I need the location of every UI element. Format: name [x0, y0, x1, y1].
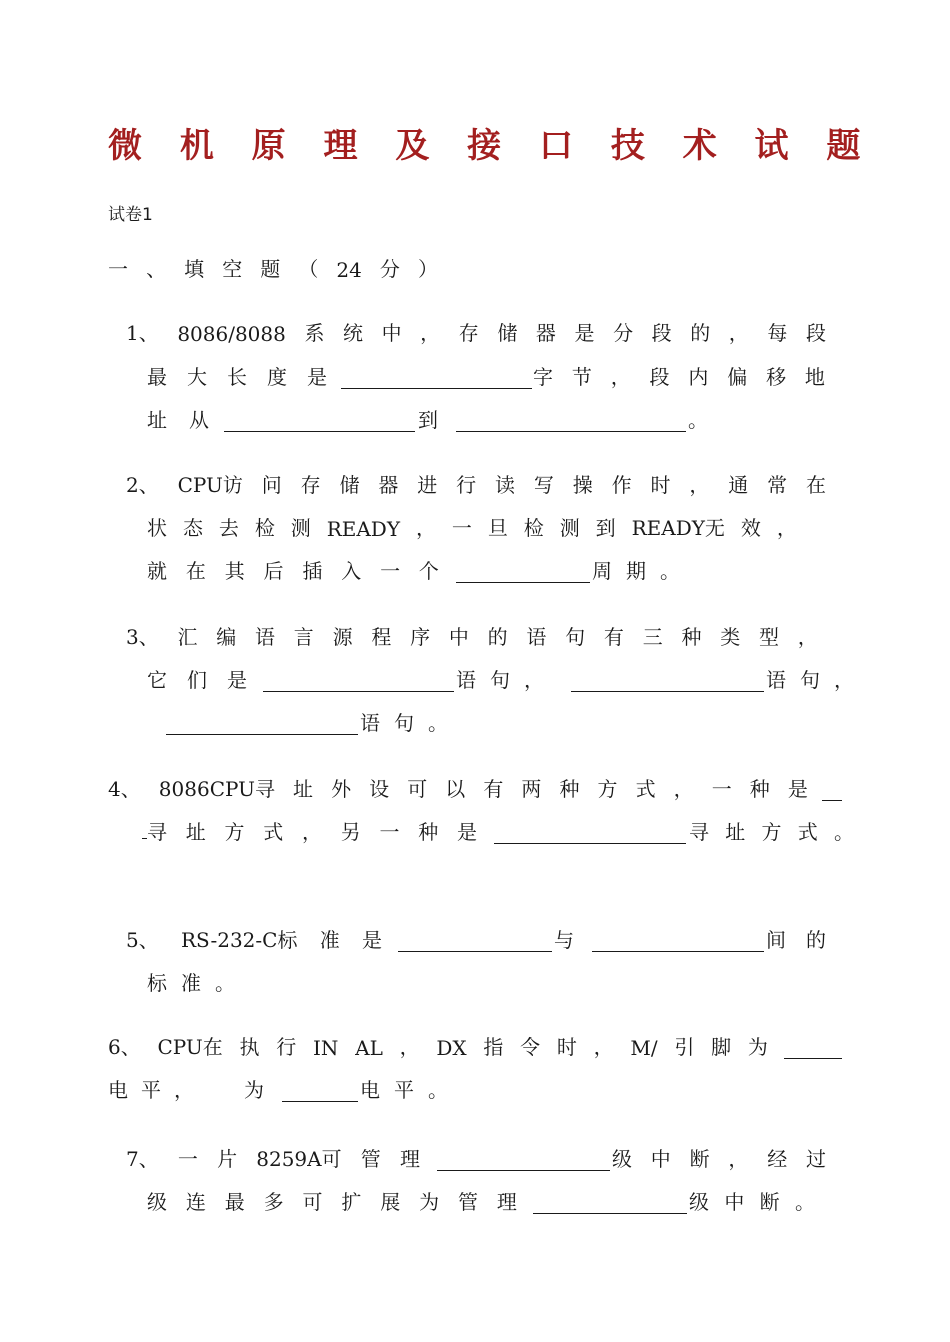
text-fragment: 址 — [185, 820, 206, 844]
text-fragment: 器 — [535, 321, 556, 345]
text-fragment: 引 — [674, 1035, 695, 1059]
text-fragment: 到 — [595, 516, 616, 540]
text-fragment: 的 — [487, 625, 508, 649]
text-fragment: 式 — [263, 820, 284, 844]
text-fragment: 题 — [260, 257, 281, 281]
text-fragment: 句 — [490, 668, 510, 692]
text-fragment: 序 — [410, 625, 431, 649]
text-fragment: ， — [728, 321, 749, 345]
text-fragment: 为 — [419, 1190, 440, 1214]
text-fragment: 级 — [612, 1147, 632, 1171]
text-fragment: 操 — [572, 473, 593, 497]
text-fragment: 为 — [244, 1078, 264, 1102]
text-fragment: 程 — [371, 625, 392, 649]
text-fragment: 、 — [146, 257, 167, 281]
text-fragment: 理 — [496, 1190, 517, 1214]
text-fragment: 中 — [724, 1190, 745, 1214]
text-fragment: 周 — [592, 559, 612, 583]
text-fragment: CPU访 — [177, 473, 243, 497]
text-fragment: 的 — [806, 928, 826, 952]
text-fragment: 语 — [360, 711, 380, 735]
question-1-line-2b — [533, 360, 825, 390]
question-7-line-1a — [126, 1142, 420, 1172]
question-3-line-2c — [766, 663, 854, 693]
text-fragment: 7、 — [126, 1147, 159, 1171]
text-fragment: 1、 — [126, 321, 159, 345]
answer-blank-addressing-mode-1a[interactable] — [822, 778, 842, 801]
text-fragment: 。 — [428, 711, 448, 735]
text-fragment: 段 — [805, 321, 826, 345]
text-fragment: 5、 — [126, 928, 159, 952]
question-2-line-1 — [126, 468, 826, 498]
text-fragment: 式 — [635, 777, 656, 801]
text-fragment: ， — [834, 668, 854, 692]
text-fragment: ， — [174, 1078, 194, 1102]
text-fragment: 。 — [660, 559, 680, 583]
text-fragment: 24 — [336, 258, 362, 282]
text-fragment: 方 — [224, 820, 245, 844]
paper-number: 试卷1 — [108, 205, 153, 225]
text-fragment: 有 — [483, 777, 504, 801]
text-fragment: 平 — [141, 1078, 161, 1102]
text-fragment: 效 — [740, 516, 761, 540]
text-fragment: 。 — [688, 408, 708, 432]
text-fragment: 设 — [369, 777, 390, 801]
text-fragment: 行 — [456, 473, 477, 497]
text-fragment: 长 — [227, 365, 247, 389]
text-fragment: 管 — [458, 1190, 478, 1214]
question-6-for-word — [244, 1073, 266, 1103]
text-fragment: AL — [355, 1036, 383, 1060]
text-fragment: 个 — [418, 559, 439, 583]
text-fragment: 在 — [185, 559, 206, 583]
question-3-line-2a — [147, 663, 247, 693]
question-6-line-2a — [108, 1073, 194, 1103]
text-fragment: 寻 — [689, 820, 709, 844]
question-1-end-mark — [688, 403, 710, 433]
text-fragment: 是 — [457, 820, 477, 844]
text-fragment: 。 — [428, 1078, 448, 1102]
text-fragment: 。 — [794, 1190, 815, 1214]
answer-blank-statement-type-1[interactable] — [263, 669, 454, 692]
question-1-line-2a — [147, 360, 327, 390]
text-fragment: 平 — [394, 1078, 414, 1102]
text-fragment: （ — [298, 257, 319, 281]
text-fragment: 在 — [806, 473, 826, 497]
text-fragment: 两 — [521, 777, 542, 801]
text-fragment: 句 — [800, 668, 820, 692]
text-fragment: 执 — [239, 1035, 260, 1059]
text-fragment: 语 — [526, 625, 547, 649]
text-fragment: 理 — [399, 1147, 420, 1171]
text-fragment: 问 — [261, 473, 282, 497]
text-fragment: 方 — [597, 777, 618, 801]
text-fragment: 址 — [725, 820, 746, 844]
question-7-line-2b — [689, 1185, 815, 1215]
question-7-line-2a — [147, 1185, 517, 1215]
text-fragment: 入 — [341, 559, 362, 583]
text-fragment: 型 — [758, 625, 779, 649]
text-fragment: 电 — [108, 1078, 128, 1102]
text-fragment: 另 — [340, 820, 361, 844]
text-fragment: 状 — [147, 516, 167, 540]
document-title: 微 机 原 理 及 接 口 技 术 试 题 — [108, 126, 874, 166]
text-fragment: 8086CPU寻 — [158, 777, 275, 801]
text-fragment: ， — [673, 777, 694, 801]
text-fragment: 进 — [417, 473, 438, 497]
text-fragment: 填 — [184, 257, 205, 281]
text-fragment: ， — [593, 1035, 614, 1059]
text-fragment: 有 — [603, 625, 624, 649]
text-fragment: 作 — [611, 473, 632, 497]
text-fragment: 源 — [332, 625, 353, 649]
text-fragment: 常 — [767, 473, 788, 497]
text-fragment: 管 — [360, 1147, 381, 1171]
text-fragment: 最 — [224, 1190, 245, 1214]
text-fragment: 偏 — [727, 365, 748, 389]
text-fragment: 三 — [642, 625, 663, 649]
text-fragment: 以 — [445, 777, 466, 801]
text-fragment: 为 — [747, 1035, 768, 1059]
text-fragment: 准 — [181, 971, 201, 995]
text-fragment: 语 — [766, 668, 786, 692]
text-fragment: 们 — [187, 668, 207, 692]
text-fragment: 脚 — [711, 1035, 732, 1059]
text-fragment: 编 — [216, 625, 237, 649]
text-fragment: 是 — [574, 321, 595, 345]
text-fragment: 种 — [749, 777, 770, 801]
text-fragment: 片 — [217, 1147, 238, 1171]
text-fragment: ， — [728, 1147, 749, 1171]
text-fragment: READY — [326, 517, 401, 541]
text-fragment: 中 — [650, 1147, 671, 1171]
question-5-with-word — [554, 923, 576, 953]
text-fragment: 一 — [380, 559, 401, 583]
question-2-line-2 — [147, 511, 797, 541]
text-fragment: ， — [610, 365, 631, 389]
text-fragment: 经 — [767, 1147, 788, 1171]
text-fragment: 写 — [533, 473, 554, 497]
text-fragment: 断 — [759, 1190, 780, 1214]
text-fragment: 段 — [651, 321, 672, 345]
text-fragment: 分 — [613, 321, 634, 345]
question-5-line-1c — [766, 923, 826, 953]
text-fragment: 时 — [650, 473, 671, 497]
text-fragment: ， — [689, 473, 710, 497]
text-fragment: 4、 — [108, 777, 141, 801]
text-fragment: 令 — [520, 1035, 541, 1059]
text-fragment: 电 — [360, 1078, 380, 1102]
text-fragment: ） — [417, 257, 438, 281]
text-fragment: 大 — [187, 365, 207, 389]
section-heading — [108, 252, 438, 282]
text-fragment: 节 — [571, 365, 592, 389]
text-fragment: 测 — [290, 516, 311, 540]
question-2-line-3b — [592, 554, 680, 584]
text-fragment: 器 — [378, 473, 399, 497]
text-fragment: 移 — [766, 365, 787, 389]
text-fragment: 级 — [689, 1190, 709, 1214]
text-fragment: 段 — [649, 365, 670, 389]
text-fragment: 存 — [300, 473, 321, 497]
text-fragment: 断 — [689, 1147, 710, 1171]
text-fragment: DX — [436, 1036, 467, 1060]
text-fragment: 的 — [690, 321, 711, 345]
text-fragment: 后 — [263, 559, 284, 583]
text-fragment: 是 — [787, 777, 808, 801]
question-3-line-2b — [456, 663, 544, 693]
text-fragment: 是 — [307, 365, 327, 389]
text-fragment: 一 — [711, 777, 732, 801]
text-fragment: 址 — [147, 408, 167, 432]
question-3-line-3 — [360, 706, 448, 736]
text-fragment: 址 — [293, 777, 314, 801]
text-fragment: 8259A可 — [256, 1147, 342, 1171]
text-fragment: 字 — [533, 365, 553, 389]
text-fragment: 度 — [267, 365, 287, 389]
text-fragment: 旦 — [487, 516, 508, 540]
text-fragment: 检 — [523, 516, 544, 540]
text-fragment: 可 — [302, 1190, 323, 1214]
text-fragment: 准 — [319, 928, 340, 952]
text-fragment: ， — [302, 820, 322, 844]
question-6-line-2c — [360, 1073, 448, 1103]
text-fragment: 储 — [497, 321, 518, 345]
text-fragment: 方 — [761, 820, 782, 844]
text-fragment: 它 — [147, 668, 167, 692]
text-fragment: 是 — [361, 928, 382, 952]
text-fragment: 从 — [189, 408, 209, 432]
text-fragment: 式 — [797, 820, 818, 844]
question-4-line-1 — [108, 772, 808, 802]
answer-blank-rs232-between-1[interactable] — [398, 929, 552, 952]
question-1-line-3a — [147, 403, 209, 433]
text-fragment: 空 — [222, 257, 243, 281]
text-fragment: 。 — [834, 820, 854, 844]
text-fragment: 种 — [559, 777, 580, 801]
text-fragment: 可 — [407, 777, 428, 801]
text-fragment: 态 — [182, 516, 203, 540]
text-fragment: 间 — [766, 928, 786, 952]
text-fragment: 扩 — [341, 1190, 362, 1214]
answer-blank-cascade-levels[interactable] — [533, 1191, 687, 1214]
text-fragment: 语 — [255, 625, 276, 649]
text-fragment: ， — [776, 516, 797, 540]
text-fragment: 每 — [767, 321, 788, 345]
text-fragment: 一 — [177, 1147, 198, 1171]
text-fragment: CPU在 — [157, 1035, 223, 1059]
text-fragment: 句 — [565, 625, 586, 649]
text-fragment: 就 — [147, 559, 167, 583]
text-fragment: 一 — [108, 257, 128, 281]
text-fragment: 读 — [495, 473, 515, 497]
text-fragment: 种 — [681, 625, 702, 649]
text-fragment: 通 — [728, 473, 749, 497]
text-fragment: 储 — [339, 473, 360, 497]
text-fragment: 插 — [302, 559, 323, 583]
text-fragment: 系 — [304, 321, 325, 345]
text-fragment: 类 — [720, 625, 741, 649]
answer-blank-rs232-between-2[interactable] — [592, 929, 764, 952]
answer-blank-statement-type-2[interactable] — [571, 669, 764, 692]
text-fragment: 测 — [559, 516, 580, 540]
answer-blank-interrupt-levels[interactable] — [437, 1148, 610, 1171]
text-fragment: 多 — [263, 1190, 284, 1214]
answer-blank-second-signal-level[interactable] — [282, 1079, 358, 1102]
question-5-line-1a — [126, 923, 382, 953]
answer-blank-addressing-mode-2[interactable] — [494, 821, 686, 844]
answer-blank-max-length[interactable] — [341, 366, 532, 389]
text-fragment: 展 — [380, 1190, 401, 1214]
text-fragment: 存 — [458, 321, 479, 345]
text-fragment: 分 — [379, 257, 400, 281]
text-fragment: 。 — [215, 971, 235, 995]
question-4-line-2b — [689, 815, 854, 845]
text-fragment: 时 — [556, 1035, 577, 1059]
text-fragment: 种 — [418, 820, 439, 844]
text-fragment: 级 — [147, 1190, 167, 1214]
question-6-line-1 — [108, 1030, 768, 1060]
text-fragment: ， — [797, 625, 818, 649]
question-7-line-1b — [612, 1142, 826, 1172]
text-fragment: 句 — [394, 711, 414, 735]
text-fragment: 其 — [224, 559, 245, 583]
question-5-line-2 — [147, 966, 235, 996]
text-fragment: 3、 — [126, 625, 159, 649]
text-fragment: ， — [415, 516, 436, 540]
text-fragment: 检 — [254, 516, 275, 540]
text-fragment: 标 — [147, 971, 167, 995]
text-fragment: 去 — [218, 516, 239, 540]
answer-blank-mio-level[interactable] — [784, 1036, 842, 1059]
text-fragment: 寻 — [147, 820, 167, 844]
text-fragment: 最 — [147, 365, 167, 389]
text-fragment: ， — [420, 321, 441, 345]
text-fragment: ， — [399, 1035, 420, 1059]
text-fragment: ， — [524, 668, 544, 692]
text-fragment: 6、 — [108, 1035, 141, 1059]
text-fragment: 2、 — [126, 473, 159, 497]
question-1-line-1 — [126, 316, 826, 346]
text-fragment: 外 — [331, 777, 352, 801]
text-fragment: RS-232-C标 — [180, 928, 298, 952]
question-1-to-word — [418, 403, 440, 433]
text-fragment: 过 — [805, 1147, 826, 1171]
text-fragment: 地 — [804, 365, 825, 389]
answer-blank-statement-type-3[interactable] — [166, 712, 358, 735]
text-fragment: M/ — [630, 1036, 658, 1060]
text-fragment: 到 — [418, 408, 438, 432]
text-fragment: 一 — [379, 820, 400, 844]
answer-blank-offset-from[interactable] — [224, 409, 415, 432]
text-fragment: 行 — [276, 1035, 297, 1059]
text-fragment: 期 — [626, 559, 646, 583]
answer-blank-offset-to[interactable] — [456, 409, 686, 432]
text-fragment: 一 — [451, 516, 472, 540]
question-4-line-2a — [147, 815, 477, 845]
text-fragment: 言 — [293, 625, 314, 649]
text-fragment: 统 — [343, 321, 364, 345]
text-fragment: READY无 — [631, 516, 725, 540]
text-fragment: 8086/8088 — [177, 322, 286, 346]
text-fragment: 语 — [456, 668, 476, 692]
text-fragment: 是 — [227, 668, 247, 692]
text-fragment: 中 — [381, 321, 402, 345]
answer-blank-wait-cycle[interactable] — [456, 560, 590, 583]
text-fragment: 中 — [448, 625, 469, 649]
question-2-line-3a — [147, 554, 439, 584]
text-fragment: 汇 — [177, 625, 198, 649]
text-fragment: IN — [313, 1036, 339, 1060]
text-fragment: 指 — [483, 1035, 504, 1059]
text-fragment: 与 — [554, 928, 574, 952]
text-fragment: 内 — [688, 365, 709, 389]
text-fragment: 连 — [185, 1190, 206, 1214]
question-3-line-1 — [126, 620, 818, 650]
